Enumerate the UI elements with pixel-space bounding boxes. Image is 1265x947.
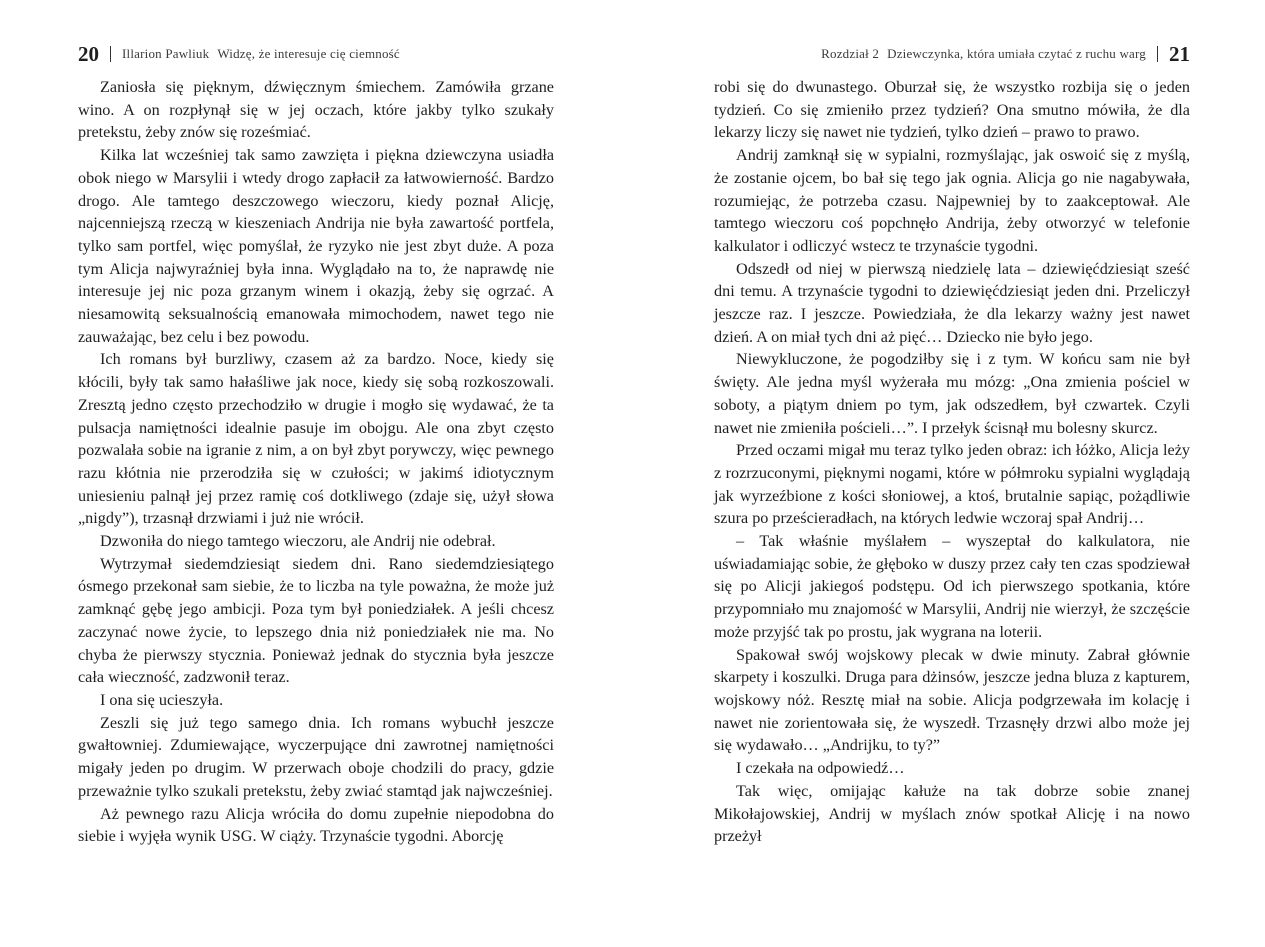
header-separator xyxy=(110,46,111,62)
paragraph: I ona się ucieszyła. xyxy=(100,690,224,709)
right-page-body xyxy=(714,76,1190,848)
paragraph: Wytrzymał siedemdziesiąt siedem dni. Rano siedemdziesiątego ósmego przekonał sam siebie, że to liczba na tyle poważna, że może już zamknąć gębę jego ambicji. Poza tym był poniedziałek. A jeśli chcesz zaczynać nowe życie, to lepszego dnia niż poniedziałek nie ma. No chyba że pierwszy stycznia. Ponieważ jednak do stycznia była jeszcze cała wieczność, zadzwonił teraz. xyxy=(78,554,554,687)
right-running-header xyxy=(714,41,1190,67)
header-chapter-title: Dziewczynka, która umiała czytać z ruchu warg xyxy=(887,46,1146,61)
header-book-title: Widzę, że interesuje cię ciemność xyxy=(217,46,400,61)
paragraph: robi się do dwunastego. Oburzał się, że wszystko rozbija się o jeden tydzień. Co się zmieniło przez tydzień? Ona smutno mówiła, że dla lekarzy liczy się nawet nie tydzień, tylko dzień – prawo to prawo. xyxy=(714,78,1190,142)
header-author: Illarion Pawliuk xyxy=(122,46,210,61)
left-page-number: 20 xyxy=(78,41,99,66)
paragraph: Kilka lat wcześniej tak samo zawzięta i piękna dziewczyna usiadła obok niego w Marsylii i wtedy drogo zapłacił za łatwowierność. Bardzo drogo. Ale tamtego deszczowego wieczoru, kiedy poznał Alicję, najcenniejszą rzeczą w kieszeniach Andrija nie była zawartość portfela, tylko sam portfel, więc pomyślał, że ryzyko nie jest zbyt duże. A poza tym Alicja najwyraźniej była inna. Wyglądało na to, że naprawdę nie interesuje jej nic poza grzanym winem i okazją, żeby się ogrzać. A niesamowitą seksualnością emanowała mimochodem, nawet tego nie zauważając, bez celu i bez powodu. xyxy=(78,146,554,346)
paragraph: Zaniosła się pięknym, dźwięcznym śmiechem. Zamówiła grzane wino. A on rozpłynął się w jej oczach, które jakby tylko szukały pretekstu, żeby znów się roześmiać. xyxy=(78,78,554,142)
paragraph: Aż pewnego razu Alicja wróciła do domu zupełnie niepodobna do siebie i wyjęła wynik USG. W ciąży. Trzynaście tygodni. Aborcję xyxy=(78,804,554,846)
left-running-header xyxy=(78,41,554,67)
paragraph: Spakował swój wojskowy plecak w dwie minuty. Zabrał głównie skarpety i koszulki. Druga para dżinsów, jeszcze jedna bluza z kapturem, wojskowy nóż. Resztę miał na sobie. Alicja podgrzewała im kolację i nawet nie zorientowała się, że wyszedł. Trzasnęły drzwi albo może jej się wydawało… „Andrijku, to ty?” xyxy=(714,645,1190,755)
paragraph: – Tak właśnie myślałem – wyszeptał do kalkulatora, nie uświadamiając sobie, że głęboko w duszy przez cały ten czas spodziewał się po Alicji jakiegoś podstępu. Od ich pierwszego spotkania, które przypomniało mu znajomość w Marsylii, Andrij nie wierzył, że szczęście może przyjść tak po prostu, jak wygrana na loterii. xyxy=(714,532,1190,641)
paragraph: Zeszli się już tego samego dnia. Ich romans wybuchł jeszcze gwałtowniej. Zdumiewające, wyczerpujące dni zawrotnej namiętności migały jeden po drugim. W przerwach oboje chodzili do pracy, gdzie przeważnie tylko szukali pretekstu, żeby zwiać stamtąd jak najwcześniej. xyxy=(78,713,554,800)
paragraph: Ich romans był burzliwy, czasem aż za bardzo. Noce, kiedy się kłócili, były tak samo hałaśliwe jak noce, kiedy się sobą rozkoszowali. Zresztą jedno często przechodziło w drugie i mogło się wydawać, że ta pulsacja namiętności idealnie pasuje im obojgu. Ale ona zbyt często pozwalała sobie na igranie z nim, a on był zbyt porywczy, więc pewnego razu kłótnia nie przerodziła się w czułości; w jakimś idiotycznym uniesieniu palnął jej przez ramię coś dotkliwego (zdaje się, użył słowa „nigdy”), trzasnął drzwiami i już nie wrócił. xyxy=(78,350,554,528)
header-separator xyxy=(1157,46,1158,62)
paragraph: I czekała na odpowiedź… xyxy=(736,759,905,778)
left-page-body xyxy=(78,76,554,848)
paragraph: Dzwoniła do niego tamtego wieczoru, ale Andrij nie odebrał. xyxy=(100,532,496,551)
paragraph: Odszedł od niej w pierwszą niedzielę lata – dziewięćdziesiąt sześć dni temu. A trzynaście tygodni to dziewięćdziesiąt jeden dni. Przeliczył jeszcze raz. I jeszcze. Powiedziała, że dla lekarzy ważny jest nawet dzień. A on miał tych dni aż pięć… Dziecko nie było jego. xyxy=(714,259,1190,346)
paragraph: Tak więc, omijając kałuże na tak dobrze sobie znanej Mikołajowskiej, Andrij w myślach znów spotkał Alicję i na nowo przeżył xyxy=(714,781,1190,846)
paragraph: Przed oczami migał mu teraz tylko jeden obraz: ich łóżko, Alicja leży z rozrzuconymi, pięknymi nogami, które w półmroku sypialni wyglądają jak wyrzeźbione z kości słoniowej, a ktoś, brutalnie sapiąc, pożądliwie szura po prześcieradłach, na których ledwie wczoraj spał Andrij… xyxy=(714,441,1190,528)
paragraph: Andrij zamknął się w sypialni, rozmyślając, jak oswoić się z myślą, że zostanie ojcem, bo bał się tego jak ognia. Alicja go nie nagabywała, rozumiejąc, że potrzeba czasu. Najpewniej by to zaakceptował. Ale tamtego wieczoru coś popchnęło Andrija, żeby otworzyć w telefonie kalkulator i odliczyć wstecz te trzynaście tygodni. xyxy=(714,146,1190,255)
right-page-number: 21 xyxy=(1169,41,1190,66)
header-chapter-number: Rozdział 2 xyxy=(821,46,880,61)
paragraph: Niewykluczone, że pogodziłby się i z tym. W końcu sam nie był święty. Ale jedna myśl wyżerała mu mózg: „Ona zmienia pościel w soboty, a piątym dniem po tym, jak odszedłem, był czwartek. Czyli nawet nie zmieniła pościeli…”. I przełyk ścisnął mu bolesny skurcz. xyxy=(714,350,1190,437)
